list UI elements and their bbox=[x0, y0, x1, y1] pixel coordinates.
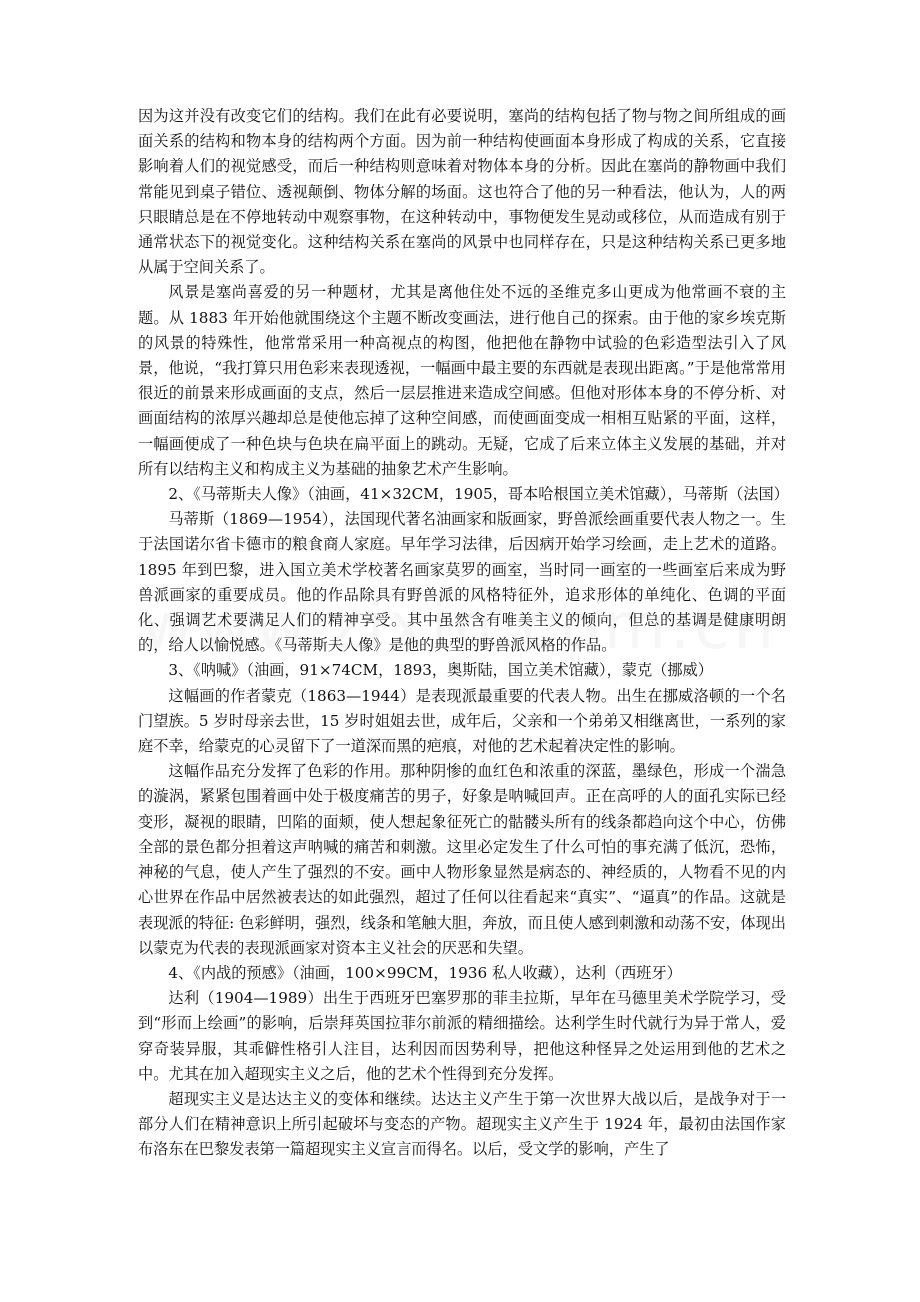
paragraph-1: 因为这并没有改变它们的结构。我们在此有必要说明，塞尚的结构包括了物与物之间所组成的画面关系的结构和物本身的结构两个方面。因为前一种结构使画面本身形成了构成的关系，它直接影响着人们的视觉感受，而后一种结构则意味着对物体本身的分析。因此在塞尚的静物画中我们常能见到桌子错位、透视颠倒、物体分解的场面。这也符合了他的另一种看法，他认为，人的两只眼睛总是在不停地转动中观察事物，在这种转动中，事物便发生晃动或移位，从而造成有别于通常状态下的视觉变化。这种结构关系在塞尚的风景中也同样存在，只是这种结构关系已更多地从属于空间关系了。 bbox=[138, 107, 786, 277]
paragraph-dali-bio: 达利（1904—1989）出生于西班牙巴塞罗那的菲圭拉斯，早年在马德里美术学院学习，受到“形而上绘画”的影响，后崇拜英国拉菲尔前派的精细描绘。达利学生时代就行为异于常人，爱穿奇装异服，其乖僻性格引人注目，达利因而因势利导，把他这种怪异之处运用到他的艺术之中。尤其在加入超现实主义之后，他的艺术个性得到充分发挥。 bbox=[138, 989, 786, 1083]
heading-civil-war: 4、《内战的预感》（油画，100×99CM，1936 私人收藏），达利（西班牙） bbox=[168, 963, 682, 982]
heading-scream: 3、《呐喊》（油画，91×74CM，1893，奥斯陆，国立美术馆藏），蒙克（挪威） bbox=[168, 661, 713, 680]
paragraph-munch-bio: 这幅画的作者蒙克（1863—1944）是表现派最重要的代表人物。出生在挪威洛顿的一个名门望族。5 岁时母亲去世，15 岁时姐姐去世，成年后，父亲和一个弟弟又相继离世，一系列的家庭不幸，给蒙克的心灵留下了一道深而黑的疤痕，对他的艺术起着决定性的影响。 bbox=[138, 686, 786, 756]
document-body bbox=[138, 104, 789, 1163]
paragraph-2: 风景是塞尚喜爱的另一种题材，尤其是离他住处不远的圣维克多山更成为他常画不衰的主题。从 1883 年开始他就围绕这个主题不断改变画法，进行他自己的探索。由于他的家乡埃克斯的风景的特殊性，他常常采用一种高视点的构图，他把他在静物中试验的色彩造型法引入了风景，他说，“我打算只用色彩来表现透视，一幅画中最主要的东西就是表现出距离。”于是他常常用很近的前景来形成画面的支点，然后一层层推进来造成空间感。但他对形体本身的不停分析、对画面结构的浓厚兴趣却总是使他忘掉了这种空间感，而使画面变成一相相互贴紧的平面，这样，一幅画便成了一种色块与色块在扁平面上的跳动。无疑，它成了后来立体主义发展的基础，并对所有以结构主义和构成主义为基础的抽象艺术产生影响。 bbox=[138, 283, 786, 478]
paragraph-surrealism: 超现实主义是达达主义的变体和继续。达达主义产生于第一次世界大战以后，是战争对于一部分人们在精神意识上所引起破坏与变态的产物。超现实主义产生于 1924 年，最初由法国作家布洛东在巴黎发表第一篇超现实主义宣言而得名。以后，受文学的影响，产生了 bbox=[138, 1089, 786, 1159]
heading-matisse: 2、《马蒂斯夫人像》（油画，41×32CM，1905，哥本哈根国立美术馆藏），马蒂斯（法国） bbox=[168, 485, 789, 504]
paragraph-matisse: 马蒂斯（1869—1954），法国现代著名油画家和版画家，野兽派绘画重要代表人物之一。生于法国诺尔省卡德市的粮食商人家庭。早年学习法律，后因病开始学习绘画，走上艺术的道路。1895 年到巴黎，进入国立美术学校著名画家莫罗的画室，当时同一画室的一些画室后来成为野兽派画家的重要成员。他的作品除具有野兽派的风格特征外，追求形体的单纯化、色调的平面化、强调艺术要满足人们的精神享受。其中虽然含有唯美主义的倾向，但总的基调是健康明朗的，给人以愉悦感。《马蒂斯夫人像》是他的典型的野兽派风格的作品。 bbox=[138, 510, 786, 655]
paragraph-scream-analysis: 这幅作品充分发挥了色彩的作用。那种阴惨的血红色和浓重的深蓝，墨绿色，形成一个湍急的漩涡，紧紧包围着画中处于极度痛苦的男子，好象是呐喊回声。正在高呼的人的面孔实际已经变形，凝视的眼睛，凹陷的面颊，使人想起象征死亡的骷髅头所有的线条都趋向这个中心，仿佛全部的景色都分担着这声呐喊的痛苦和刺激。这里必定发生了什么可怕的事充满了低沉，恐怖，神秘的气息，使人产生了强烈的不安。画中人物形象显然是病态的、神经质的，人物看不见的内心世界在作品中居然被表达的如此强烈，超过了任何以往看起来“真实”、“逼真”的作品。这就是表现派的特征: 色彩鲜明，强烈，线条和笔触大胆，奔放，而且使人感到刺激和动荡不安，体现出以蒙克为代表的表现派画家对资本主义社会的厌恶和失望。 bbox=[138, 762, 786, 957]
